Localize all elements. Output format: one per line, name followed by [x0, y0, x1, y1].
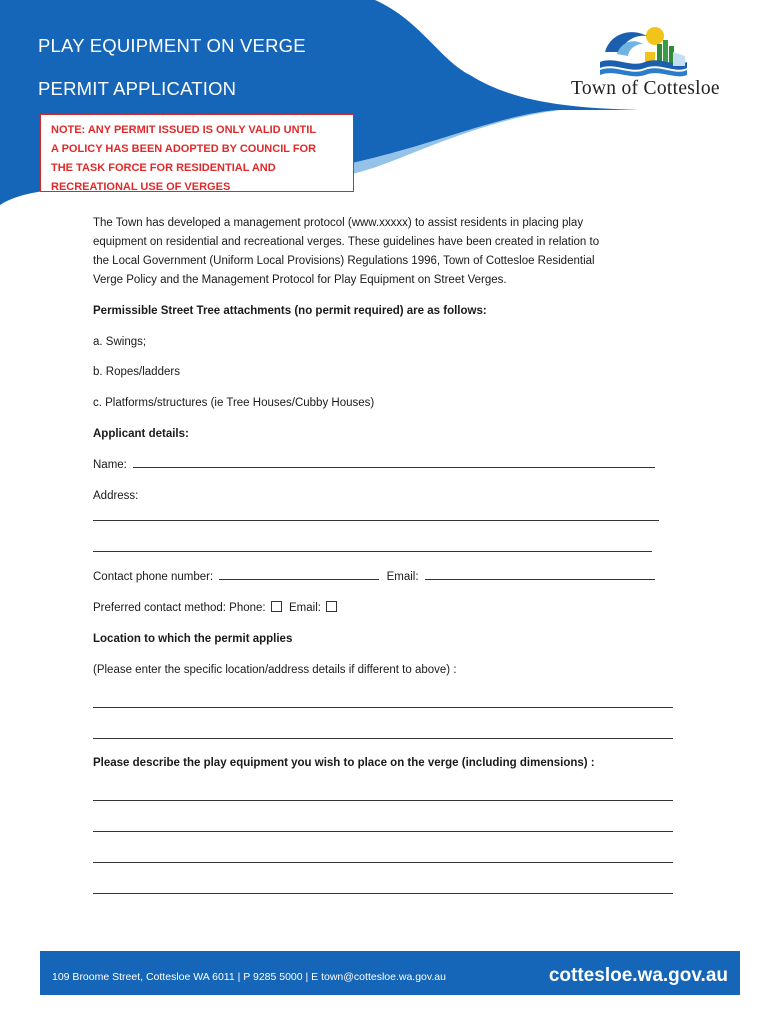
phone-label: Contact phone number: — [93, 571, 214, 583]
footer-website-link[interactable]: cottesloe.wa.gov.au — [548, 965, 728, 986]
location-field-line1[interactable] — [93, 707, 673, 708]
attachment-item-swings: a. Swings; — [93, 336, 147, 348]
note-line: RECREATIONAL USE OF VERGES — [51, 181, 231, 193]
town-logo-icon — [595, 22, 690, 80]
phone-field[interactable] — [219, 568, 379, 580]
name-row — [93, 456, 655, 475]
form-title-line1: PLAY EQUIPMENT ON VERGE — [38, 35, 306, 56]
name-field[interactable] — [133, 456, 655, 468]
intro-line: Verge Policy and the Management Protocol for Play Equipment on Street Verges. — [93, 274, 507, 286]
note-line: A POLICY HAS BEEN ADOPTED BY COUNCIL FOR — [51, 143, 317, 155]
address-label: Address: — [93, 490, 139, 502]
contact-row — [93, 568, 655, 587]
applicant-heading: Applicant details: — [93, 428, 189, 440]
footer-bar — [40, 951, 740, 995]
intro-line: The Town has developed a management protocol (www.xxxxx) to assist residents in placing play — [93, 217, 584, 229]
preferred-phone-label: Preferred contact method: Phone: — [93, 602, 266, 614]
intro-line: equipment on residential and recreational verges. These guidelines have been created in relation to — [93, 236, 600, 248]
name-label: Name: — [93, 459, 127, 471]
location-heading: Location to which the permit applies — [93, 633, 293, 645]
note-line: THE TASK FORCE FOR RESIDENTIAL AND — [51, 162, 276, 174]
email-field[interactable] — [425, 568, 655, 580]
email-label: Email: — [386, 571, 419, 583]
location-field-line2[interactable] — [93, 738, 673, 739]
intro-line: the Local Government (Uniform Local Provisions) Regulations 1996, Town of Cottesloe Residential — [93, 255, 595, 267]
preferred-contact-row — [93, 599, 337, 618]
phone-checkbox[interactable] — [271, 601, 282, 612]
preferred-email-label: Email: — [289, 602, 321, 614]
equipment-field-line3[interactable] — [93, 862, 673, 863]
equipment-field-line4[interactable] — [93, 893, 673, 894]
equipment-heading: Please describe the play equipment you wish to place on the verge (including dimensions) : — [93, 757, 595, 769]
location-instruction: (Please enter the specific location/address details if different to above) : — [93, 664, 457, 676]
email-checkbox[interactable] — [326, 601, 337, 612]
town-name: Town of Cottesloe — [571, 78, 720, 99]
attachment-item-ropes: b. Ropes/ladders — [93, 366, 180, 378]
equipment-field-line1[interactable] — [93, 800, 673, 801]
form-title-line2: PERMIT APPLICATION — [38, 78, 237, 99]
equipment-field-line2[interactable] — [93, 831, 673, 832]
validity-note-box — [40, 114, 354, 192]
attachments-heading: Permissible Street Tree attachments (no permit required) are as follows: — [93, 305, 487, 317]
address-field-line2[interactable] — [93, 551, 652, 552]
address-field-line1[interactable] — [93, 520, 659, 521]
attachment-item-platforms: c. Platforms/structures (ie Tree Houses/Cubby Houses) — [93, 397, 375, 409]
footer-address: 109 Broome Street, Cottesloe WA 6011 | P 9285 5000 | E town@cottesloe.wa.gov.au — [52, 971, 446, 983]
note-line: NOTE: ANY PERMIT ISSUED IS ONLY VALID UNTIL — [51, 124, 317, 136]
intro-paragraph — [93, 214, 599, 290]
